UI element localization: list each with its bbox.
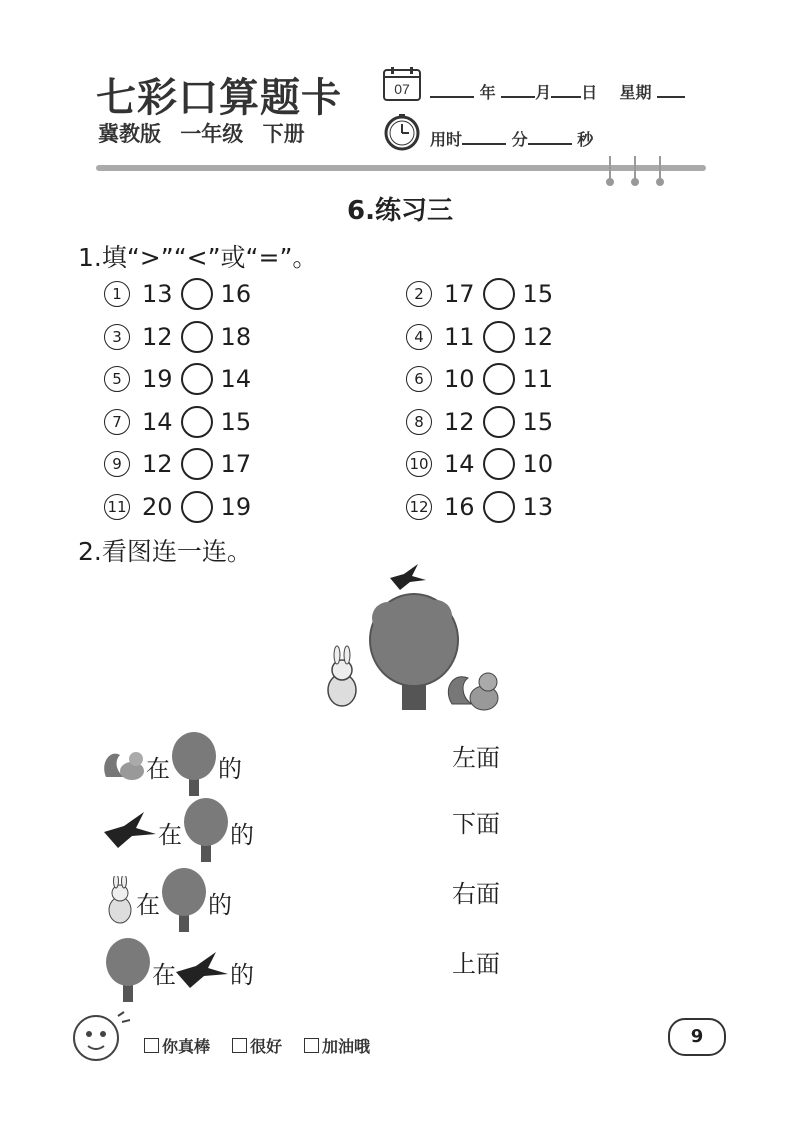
clock-icon <box>382 112 422 152</box>
calendar-icon-text: 07 <box>394 81 410 97</box>
brand-title: 七彩口算题卡 <box>96 74 342 121</box>
checkbox[interactable] <box>304 1038 319 1053</box>
rabbit-icon <box>328 646 356 706</box>
answer-circle[interactable] <box>181 406 213 438</box>
comparison-item <box>104 278 251 310</box>
answer-circle[interactable] <box>181 491 213 523</box>
answer-circle[interactable] <box>181 448 213 480</box>
date-line <box>430 80 685 103</box>
answer-circle[interactable] <box>483 491 515 523</box>
right-number: 18 <box>220 322 252 351</box>
left-number: 11 <box>444 322 475 351</box>
word-at: 在 <box>152 960 176 989</box>
divider-ticks <box>600 156 670 186</box>
left-number: 17 <box>444 280 475 308</box>
comparison-item <box>406 321 553 353</box>
position-option[interactable]: 左面 <box>452 744 500 772</box>
comparison-item <box>406 491 553 523</box>
minutes-blank[interactable] <box>462 129 506 145</box>
year-blank[interactable] <box>430 82 474 98</box>
rating-option-label: 你真棒 <box>162 1037 211 1056</box>
answer-circle[interactable] <box>483 406 515 438</box>
matching-row <box>104 866 232 938</box>
right-number: 14 <box>220 365 252 393</box>
left-number: 12 <box>444 407 475 436</box>
matching-row <box>104 796 254 868</box>
answer-circle[interactable] <box>483 321 515 353</box>
position-option[interactable]: 上面 <box>452 950 500 978</box>
comparison-item <box>104 321 251 353</box>
matching-row <box>104 730 242 802</box>
comparison-item <box>406 278 553 310</box>
swallow-icon <box>104 812 158 852</box>
left-number: 19 <box>142 365 173 393</box>
word-at: 在 <box>146 754 170 783</box>
answer-circle[interactable] <box>181 363 213 395</box>
left-number: 16 <box>444 492 475 521</box>
item-number: 12 <box>406 494 432 520</box>
left-number: 20 <box>142 492 173 521</box>
checkbox[interactable] <box>232 1038 247 1053</box>
comparison-item <box>406 363 553 395</box>
right-number: 11 <box>522 365 554 393</box>
word-of: 的 <box>218 754 242 783</box>
comparison-item <box>406 406 553 438</box>
item-number: 10 <box>406 451 432 477</box>
item-number: 2 <box>406 281 432 307</box>
seconds-label: 秒 <box>577 130 594 149</box>
tree-icon <box>370 594 458 710</box>
left-number: 12 <box>142 322 173 351</box>
minutes-label: 分 <box>511 130 528 149</box>
answer-circle[interactable] <box>483 363 515 395</box>
day-label: 日 <box>581 83 598 102</box>
position-option[interactable]: 右面 <box>452 880 500 908</box>
position-option[interactable]: 下面 <box>452 810 500 838</box>
answer-circle[interactable] <box>483 448 515 480</box>
left-number: 12 <box>142 450 173 478</box>
month-label: 月 <box>535 83 552 102</box>
item-number: 4 <box>406 324 432 350</box>
right-number: 10 <box>522 450 554 478</box>
rating-option[interactable] <box>144 1034 210 1057</box>
right-number: 16 <box>220 280 252 308</box>
word-of: 的 <box>208 890 232 919</box>
answer-circle[interactable] <box>483 278 515 310</box>
mascot-icon <box>70 1008 136 1068</box>
tree-icon <box>104 936 152 1008</box>
right-number: 15 <box>522 407 554 436</box>
squirrel-icon <box>104 747 146 785</box>
left-number: 13 <box>142 280 173 308</box>
swallow-icon <box>390 564 426 590</box>
time-used-label: 用时 <box>430 130 463 149</box>
tree-icon <box>160 866 208 938</box>
right-number: 15 <box>220 407 252 436</box>
weekday-blank[interactable] <box>657 82 685 98</box>
matching-row <box>104 936 254 1008</box>
item-number: 7 <box>104 409 130 435</box>
right-number: 17 <box>220 450 252 478</box>
item-number: 5 <box>104 366 130 392</box>
month-blank[interactable] <box>501 82 535 98</box>
checkbox[interactable] <box>144 1038 159 1053</box>
word-of: 的 <box>230 960 254 989</box>
item-number: 1 <box>104 281 130 307</box>
swallow-icon <box>176 952 230 992</box>
tree-icon <box>182 796 230 868</box>
comparison-item <box>104 363 251 395</box>
right-number: 13 <box>522 492 554 521</box>
question-1-prompt: 1.填“>”“<”或“=”。 <box>78 243 318 272</box>
question-2-prompt: 2.看图连一连。 <box>78 537 252 566</box>
rating-option[interactable] <box>304 1034 370 1057</box>
item-number: 8 <box>406 409 432 435</box>
right-number: 12 <box>522 322 554 351</box>
right-number: 15 <box>522 280 554 308</box>
squirrel-icon <box>448 673 498 710</box>
edition-label: 冀教版 一年级 下册 <box>98 122 305 146</box>
time-line <box>430 127 593 150</box>
weekday-label: 星期 <box>619 83 652 102</box>
answer-circle[interactable] <box>181 278 213 310</box>
day-blank[interactable] <box>551 82 581 98</box>
left-number: 14 <box>142 407 173 436</box>
comparison-item <box>406 448 553 480</box>
rating-option[interactable] <box>232 1034 282 1057</box>
right-number: 19 <box>220 492 252 521</box>
tree-icon <box>170 730 218 802</box>
rating-option-label: 加油哦 <box>322 1037 371 1056</box>
item-number: 3 <box>104 324 130 350</box>
answer-circle[interactable] <box>181 321 213 353</box>
comparison-item <box>104 448 251 480</box>
comparison-item <box>104 491 251 523</box>
rating-option-label: 很好 <box>250 1037 283 1056</box>
rabbit-icon <box>104 876 136 928</box>
comparison-item <box>104 406 251 438</box>
page-number: 9 <box>668 1018 726 1056</box>
page-title: 6.练习三 <box>347 196 453 226</box>
seconds-blank[interactable] <box>528 129 572 145</box>
word-at: 在 <box>136 890 160 919</box>
word-at: 在 <box>158 820 182 849</box>
scene-illustration <box>318 560 518 720</box>
item-number: 6 <box>406 366 432 392</box>
year-label: 年 <box>479 83 496 102</box>
left-number: 14 <box>444 450 475 478</box>
item-number: 9 <box>104 451 130 477</box>
item-number: 11 <box>104 494 130 520</box>
calendar-icon <box>382 66 422 102</box>
word-of: 的 <box>230 820 254 849</box>
left-number: 10 <box>444 365 475 393</box>
rating-options <box>144 1034 370 1057</box>
